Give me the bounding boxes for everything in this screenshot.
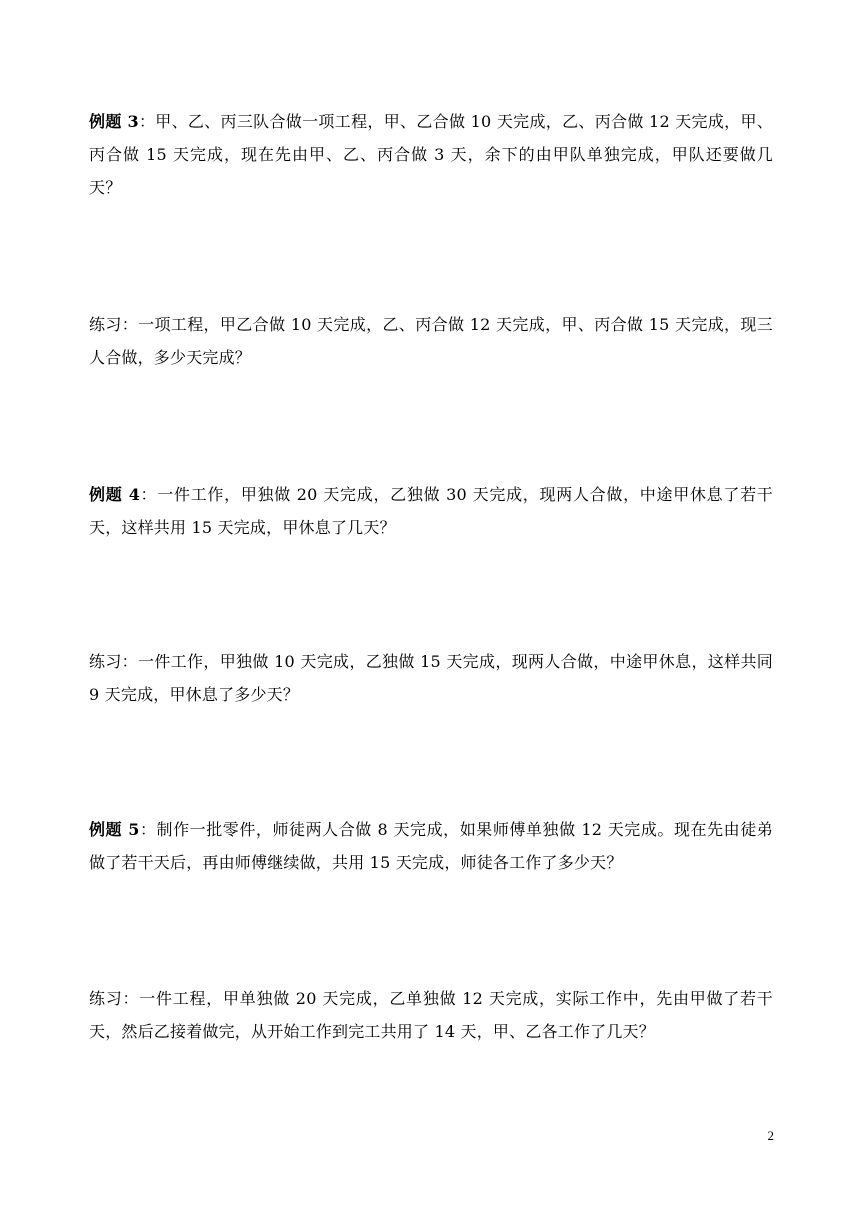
practice-1 [89, 308, 773, 374]
problem-example-4 [89, 478, 773, 544]
example-label: 例题 5 [89, 820, 140, 839]
problem-example-5 [89, 813, 773, 879]
problem-text: ：甲、乙、丙三队合做一项工程，甲、乙合做 10 天完成，乙、丙合做 12 天完成，甲、丙合做 15 天完成，现在先由甲、乙、丙合做 3 天，余下的由甲队单独完成，甲队还要做几天？ [89, 112, 773, 197]
problem-text: ：制作一批零件，师徒两人合做 8 天完成，如果师傅单独做 12 天完成。现在先由徒弟做了若干天后，再由师傅继续做，共用 15 天完成，师徒各工作了多少天？ [89, 820, 773, 872]
practice-text: 练习：一件工作，甲独做 10 天完成，乙独做 15 天完成，现两人合做，中途甲休息，这样共同 9 天完成，甲休息了多少天？ [89, 652, 773, 704]
practice-text: 练习：一件工程，甲单独做 20 天完成，乙单独做 12 天完成，实际工作中，先由甲做了若干天，然后乙接着做完，从开始工作到完工共用了 14 天，甲、乙各工作了几天？ [89, 989, 773, 1041]
practice-3 [89, 982, 773, 1048]
problem-text: ：一件工作，甲独做 20 天完成，乙独做 30 天完成，现两人合做，中途甲休息了若干天，这样共用 15 天完成，甲休息了几天？ [89, 485, 773, 537]
example-label: 例题 3 [89, 112, 139, 131]
practice-text: 练习：一项工程，甲乙合做 10 天完成，乙、丙合做 12 天完成，甲、丙合做 15 天完成，现三人合做，多少天完成？ [89, 315, 773, 367]
example-label: 例题 4 [89, 485, 141, 504]
page-number: 2 [767, 1128, 774, 1143]
problem-example-3 [89, 105, 773, 204]
practice-2 [89, 645, 773, 711]
